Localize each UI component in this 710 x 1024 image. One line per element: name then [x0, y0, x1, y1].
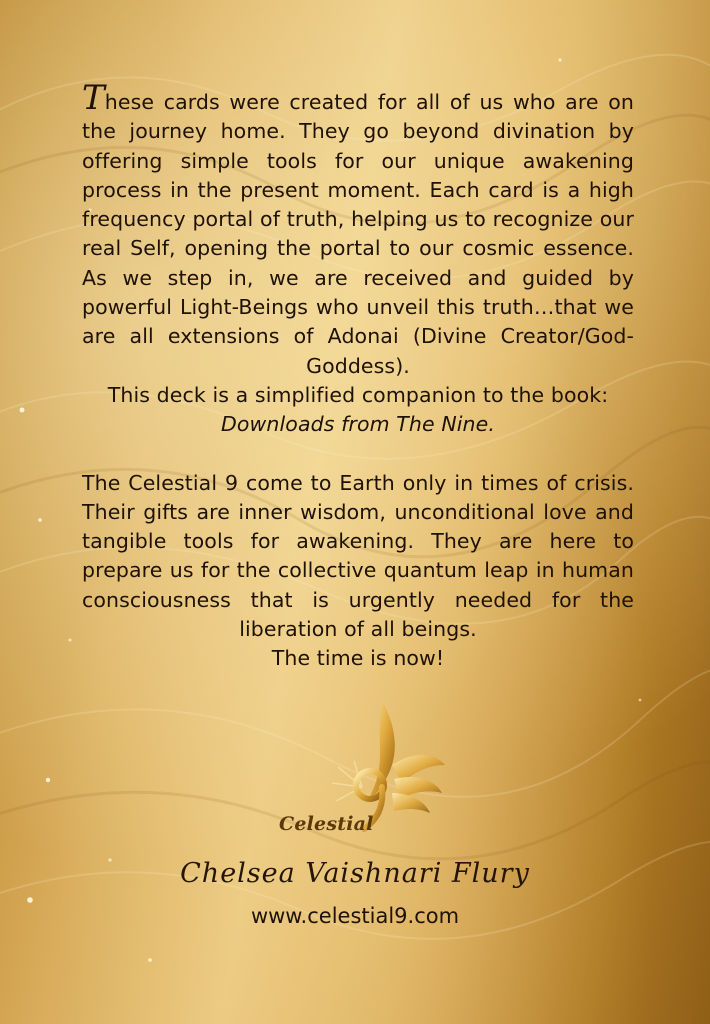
intro-paragraph	[82, 78, 634, 381]
card-text	[82, 78, 634, 674]
website-link[interactable]: www.celestial9.com	[250, 904, 460, 928]
logo-wordmark: Celestial	[279, 813, 374, 835]
companion-line: This deck is a simplified companion to the book:	[107, 382, 609, 407]
intro-text: hese cards were created for all of us who are on the journey home. They go beyond divination by offering simple tools for our unique awakening process in the present moment. Each card is a high frequency portal of truth, helping us to recognize our real Self, opening the portal to our cosmic essence. As we step in, we are received and guided by powerful Light-Beings who unveil this truth…that we are all extensions of Adonai (Divine Creator/God-Goddess).	[82, 90, 634, 378]
closing-line: The time is now!	[271, 646, 445, 671]
author-name: Chelsea Vaishnari Flury	[180, 858, 530, 889]
drop-cap-letter: T	[82, 78, 105, 118]
celestial-paragraph: The Celestial 9 come to Earth only in times of crisis. Their gifts are inner wisdom, unconditional love and tangible tools for awakening. They are here to prepare us for the collective quantum leap in human consciousness that is urgently needed for the liberation of all beings.	[82, 470, 634, 642]
book-title: Downloads from The Nine.	[221, 412, 495, 437]
